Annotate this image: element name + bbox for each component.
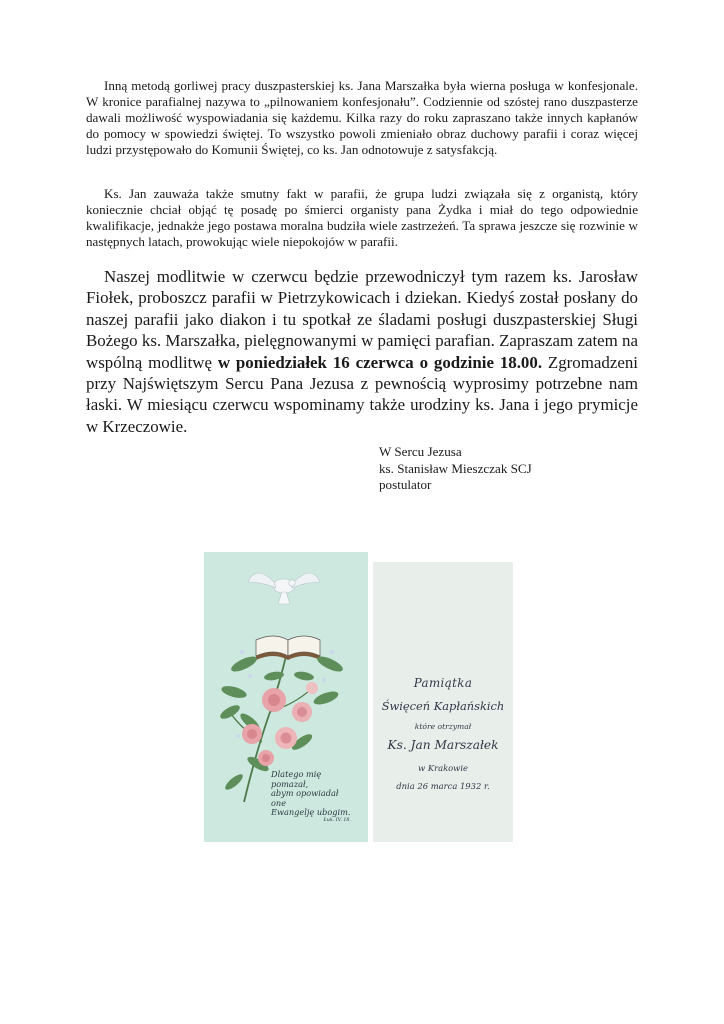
memento-date: dnia 26 marca 1932 r. [396, 781, 490, 791]
ordination-memento-card [373, 562, 513, 842]
memento-subtitle: Święceń Kapłańskich [381, 699, 505, 713]
verse-reference: Łuk. IV. 18. [323, 817, 351, 823]
dove-icon [248, 573, 320, 604]
book-icon [256, 636, 320, 660]
bible-verse: Dlatego mię pomazał, abym opowiadał one Ewangelję ubogim. Łuk. IV. 18. [271, 769, 351, 823]
memento-priest-name: Ks. Jan Marszałek [387, 738, 499, 752]
signature-name: ks. Stanisław Mieszczak SCJ [379, 460, 532, 476]
memento-place: w Krakowie [417, 763, 468, 773]
meeting-date: w poniedziałek 16 czerwca o godzinie 18.00. [217, 352, 543, 372]
holy-card-image [204, 552, 368, 842]
signature-greeting: W Sercu Jezusa [379, 444, 462, 459]
paragraph-organist: Ks. Jan zauważa także smutny fakt w parafii, że grupa ludzi związała się z organistą, który koniecznie chciał objąć tę posadę po śmierci organisty pana Żydka i miał do tego odpowiednie kwalifikacje, jednakże jego postawa moralna budziła wiele zastrzeżeń. Ta sprawa jeszcze się rozwinie w następnych latach, prowokując wiele niepokojów w parafii. [86, 186, 638, 249]
signature-role: postulator [379, 477, 432, 492]
paragraph-confessional: Inną metodą gorliwej pracy duszpasterskiej ks. Jana Marszałka była wierna posługa w konfesjonale. W kronice parafialnej nazywa to „pilnowaniem konfesjonału”. Codziennie od szóstej rano duszpasterze dawali możliwość wyspowiadania się każdemu. Kilka razy do roku zapraszano także innych kapłanów do pomocy w spowiedzi świętej. To wszystko powoli zmieniało obraz duchowy parafii i coraz więcej ludzi przystępowało do Komunii Świętej, co ks. Jan odnotowuje z satysfakcją. [86, 78, 638, 157]
signature-block [379, 444, 532, 494]
paragraph-invitation: Naszej modlitwie w czerwcu będzie przewodniczył tym razem ks. Jarosław Fiołek, proboszcz parafii w Pietrzykowicach i dziekan. Kiedyś został posłany do naszej parafii jako diakon i tu spotkał ze śladami posługi duszpasterskiej Sługi Bożego ks. Marszałka, pielęgnowanymi w pamięci parafian. Zapraszam zatem na wspólną modlitwę w poniedziałek 16 czerwca o godzinie 18.00. Zgromadzeni przy Najświętszym Sercu Pana Jezusa z pewnością wyprosimy potrzebne nam łaski. W miesiącu czerwcu wspominamy także urodziny ks. Jana i jego prymicje w Krzeczowie. [86, 267, 638, 436]
memento-title: Pamiątka [413, 676, 473, 690]
memento-received: które otrzymał [414, 722, 472, 731]
